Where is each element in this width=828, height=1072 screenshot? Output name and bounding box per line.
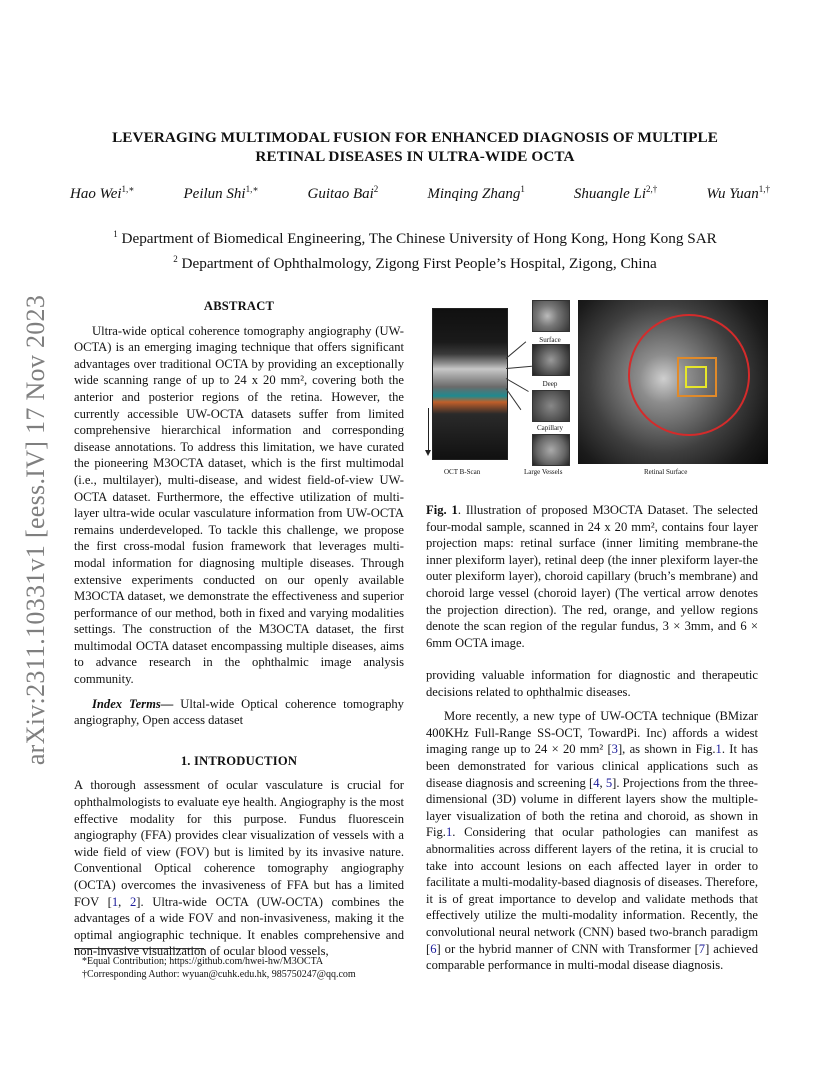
citation-link[interactable]: 7 <box>698 941 706 956</box>
large-vessels-label: Large Vessels <box>524 468 563 476</box>
connector-line <box>506 366 532 369</box>
scan-region-3x3 <box>685 366 707 388</box>
citation-link[interactable]: 6 <box>430 941 437 956</box>
citation-link[interactable]: 5 <box>605 775 613 790</box>
arxiv-identifier: arXiv:2311.10331v1 [eess.IV] 17 Nov 2023 <box>21 294 50 766</box>
connector-line <box>506 341 527 358</box>
intro-text: A thorough assessment of ocular vasculature is crucial for ophthalmologists to evaluate eye health. Angiography is the most effective modality for this purpose. Fundus fluorescein angiography (FFA) provides clear visualization of vessels with a wide field of view (FOV) but is limited by its invasive nature. Conventional Optical coherence tomography angiography (OCTA) overcomes the invasiveness of FFA but has a limited FOV [1, 2]. Ultra-wide OCTA (UW-OCTA) combines the advantages of a wide FOV and non-invasiveness, making it the optimal angiographic technique. It enables comprehensive and non-invasive visualization of ocular blood vessels, <box>74 778 405 959</box>
citation-link[interactable]: 1 <box>111 894 119 909</box>
retinal-surface-image <box>578 300 768 464</box>
footnote-equal-contribution: *Equal Contribution; https://github.com/hwei-hw/M3OCTA <box>82 956 324 967</box>
author: Wu Yuan$^{1,\dagger}$ <box>706 184 770 202</box>
intro-heading: 1. INTRODUCTION <box>180 753 298 768</box>
surface-thumbnail <box>532 300 570 332</box>
capillary-label: Capillary <box>536 424 564 432</box>
projection-arrow-icon <box>428 408 429 454</box>
abstract-heading: ABSTRACT <box>203 299 275 313</box>
figure-link[interactable]: 1 <box>715 742 722 757</box>
caption-text: . Illustration of proposed M3OCTA Dataset. The selected four-modal sample, scanned in 24 x 20 mm², contains four layer projection maps: retinal surface (inner limiting membrane-the inner plexiform layer), retinal deep (the inner plexiform layer-the outer plexiform layer), choroid capillary (bruch’s membrane) and choroid large vessel (choroid layer) (The vertical arrow denotes the projection direction). The red, orange, and yellow regions denote the scan region of the regular fundus, 3 × 3mm, and 6 × 6mm OCTA image. <box>426 503 758 650</box>
footnote-rule <box>74 948 204 949</box>
author: Shuangle $Li^{2,\dagger}$ <box>573 184 658 202</box>
author: Peilun Shi$^{1,∗}$ <box>183 184 259 202</box>
citation-link[interactable]: 4 <box>593 775 600 790</box>
right-column-body <box>426 667 758 982</box>
left-column <box>74 298 404 968</box>
large-vessels-thumbnail <box>532 434 570 466</box>
figure-link[interactable]: 1 <box>445 825 453 840</box>
author: Guitao Bai$^2$ <box>307 184 379 202</box>
citation-link[interactable]: 2 <box>130 894 137 909</box>
paragraph: More recently, a new type of UW-OCTA technique (BMizar 400KHz Full-Range SS-OCT, TowardPi. Inc) affords a widest imaging range up to 24 × 20 mm² [3], as shown in Fig.1. It has been demonstrated for various clinical applications such as disease diagnosis and screening [4, 5]. Projections from the three-dimensional (3D) volume in different layers show the multiple-layer visualization of both the retina and choroid, as shown in Fig.1. Considering that ocular pathologies can manifest as abnormalities across different layers of the retina, it is crucial to take into account lesions on each affected layer in order to facilitate a multi-modality-based diagnosis of diseases. Therefore, it is of great importance to develop and validate methods that effectively utilize the multi-modality information. Recently, the convolutional neural network (CNN) based two-branch paradigm [6] or the hybrid manner of CNN with Transformer [7] achieved comparable performance in multi-modal disease diagnosis. <box>426 709 759 973</box>
index-terms-text: Ultal-wide Optical coherence tomography angiography, Open access dataset <box>74 696 404 728</box>
index-terms-label: Index Terms— <box>92 696 174 711</box>
figure-caption <box>426 502 758 651</box>
author: Minqing Zhang$^1$ <box>427 184 525 202</box>
deep-label: Deep <box>542 380 558 388</box>
affiliations <box>70 224 760 274</box>
retinal-surface-label: Retinal Surface <box>644 468 688 476</box>
oct-bscan-image <box>432 308 508 460</box>
author-list <box>70 184 770 203</box>
title-line-2: RETINAL DISEASES IN ULTRA-WIDE OCTA <box>255 148 575 165</box>
paragraph: providing valuable information for diagnostic and therapeutic decisions related to ophthalmic diseases. <box>426 668 758 699</box>
caption-label: Fig. 1 <box>426 503 458 517</box>
capillary-thumbnail <box>532 390 570 422</box>
footnote-corresponding-author: †Corresponding Author: wyuan@cuhk.edu.hk, 985750247@qq.com <box>82 969 356 980</box>
author: Hao Wei$^{1,∗}$ <box>70 184 135 202</box>
affiliation: $^1$ Department of Biomedical Engineering, The Chinese University of Hong Kong, Hong Kong SAR <box>113 229 717 248</box>
footnotes <box>74 948 404 981</box>
paper-title <box>70 128 760 166</box>
title-line-1: LEVERAGING MULTIMODAL FUSION FOR ENHANCED DIAGNOSIS OF MULTIPLE <box>112 129 718 146</box>
surface-label: Surface <box>539 336 561 344</box>
index-terms <box>74 696 404 729</box>
citation-link[interactable]: 3 <box>611 742 618 757</box>
deep-thumbnail <box>532 344 570 376</box>
affiliation: $^2$ Department of Ophthalmology, Zigong First People’s Hospital, Zigong, China <box>173 254 657 273</box>
arxiv-stamp <box>10 280 62 780</box>
bscan-label: OCT B-Scan <box>444 468 481 476</box>
figure-1 <box>428 298 772 478</box>
abstract-text: Ultra-wide optical coherence tomography angiography (UW-OCTA) is an emerging imaging technique that offers significant advantages over traditional OCTA by providing an exceptionally wide scanning range of up to 24 x 20 mm², covering both the anterior and posterior regions of the retina. However, the currently accessible UW-OCTA datasets suffer from limited comprehensive hierarchical information and corresponding disease annotations. To address this limitation, we have curated the pioneering M3OCTA dataset, which is the first multimodal (i.e., multilayer), multi-disease, and widest field-of-view UW-OCTA dataset. Furthermore, the effective utilization of multi-layer ultra-wide ocular vasculature information from UW-OCTA remains underdeveloped. To tackle this challenge, we propose the first cross-modal fusion framework that leverages multi-modal information for diagnosing multiple diseases. Through extensive experiments conducted on our openly available M3OCTA dataset, we demonstrate the effectiveness and superior performance of our method, both in fixed and varying modalities settings. The construction of the M3OCTA dataset, the first multimodal OCTA dataset encompassing multiple diseases, aims to advance research in the ophthalmic image analysis community. <box>74 323 404 687</box>
